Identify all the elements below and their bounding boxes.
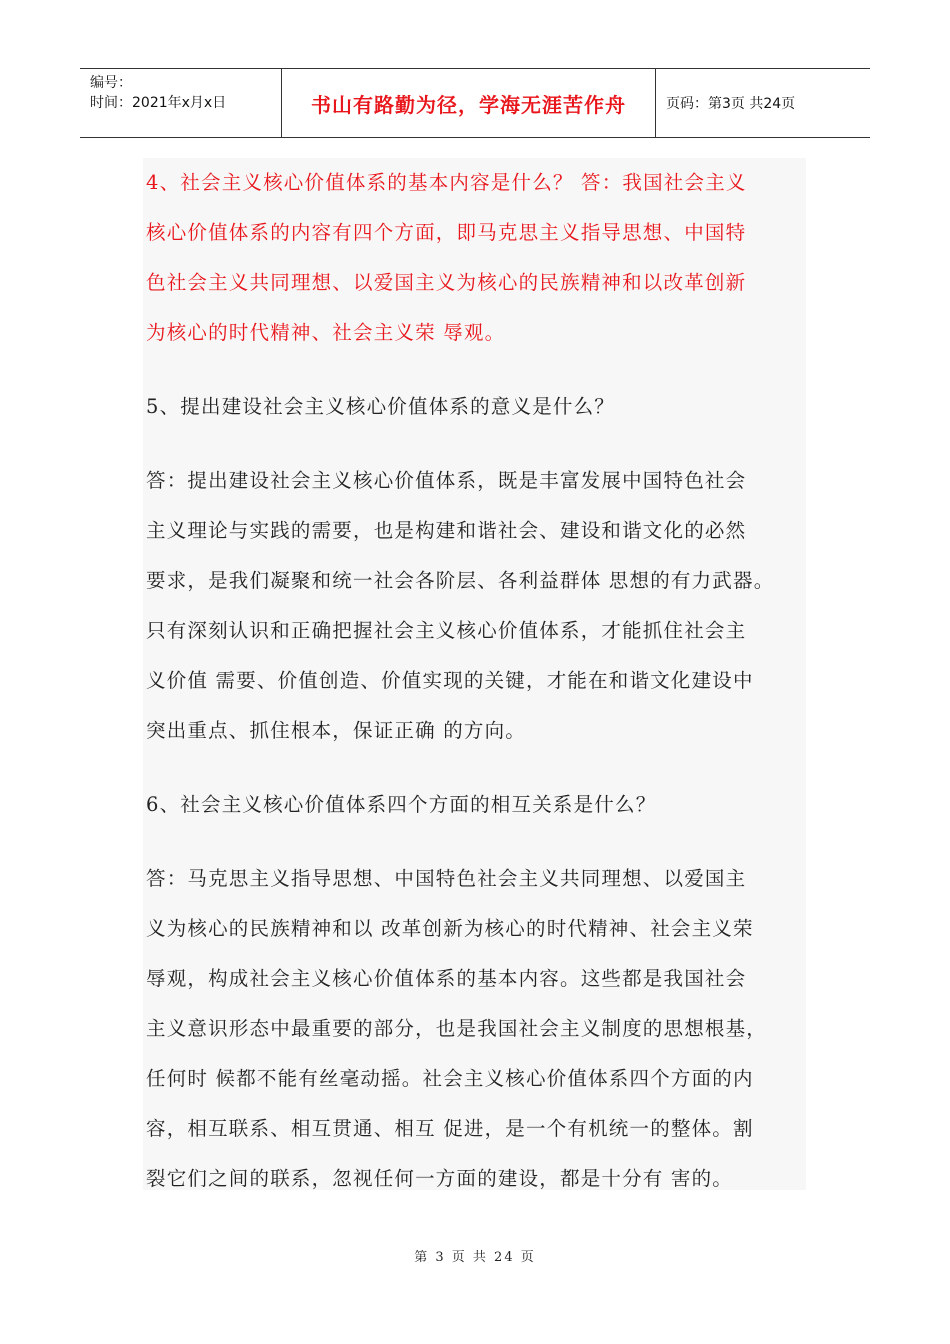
a6-line: 任何时 候都不能有丝毫动摇。社会主义核心价值体系四个方面的内 <box>146 1067 754 1090</box>
q5-question-text: 5、提出建设社会主义核心价值体系的意义是什么？ <box>146 395 616 418</box>
a6-line: 裂它们之间的联系，忽视任何一方面的建设，都是十分有 害的。 <box>146 1167 733 1190</box>
serial-label: 编号： <box>90 75 132 91</box>
question-6 <box>143 780 806 830</box>
question-5 <box>143 382 806 432</box>
q4-line: 为核心的时代精神、社会主义荣 辱观。 <box>146 321 506 344</box>
document-header <box>80 68 870 138</box>
a6-line: 主义意识形态中最重要的部分，也是我国社会主义制度的思想根基， <box>146 1017 768 1040</box>
a6-line: 辱观，构成社会主义核心价值体系的基本内容。这些都是我国社会 <box>146 967 747 990</box>
a5-line: 要求，是我们凝聚和统一社会各阶层、各利益群体 思想的有力武器。 <box>146 569 775 592</box>
header-meta <box>80 69 282 137</box>
a5-line: 主义理论与实践的需要，也是构建和谐社会、建设和谐文化的必然 <box>146 519 747 542</box>
answer-5-block <box>143 456 806 756</box>
page-footer: 第 3 页 共 24 页 <box>414 1250 536 1265</box>
q4-line: 4、社会主义核心价值体系的基本内容是什么？ 答：我国社会主义 <box>146 171 747 194</box>
a5-line: 突出重点、抓住根本，保证正确 的方向。 <box>146 719 526 742</box>
header-motto: 书山有路勤为径，学海无涯苦作舟 <box>282 69 656 137</box>
a5-line: 义价值 需要、价值创造、价值实现的关键，才能在和谐文化建设中 <box>146 669 754 692</box>
time-label: 时间：2021年x月x日 <box>90 95 227 111</box>
answer-6-block <box>143 854 806 1204</box>
q4-line: 核心价值体系的内容有四个方面，即马克思主义指导思想、中国特 <box>146 221 747 244</box>
a6-line: 容，相互联系、相互贯通、相互 促进，是一个有机统一的整体。割 <box>146 1117 754 1140</box>
header-page-code: 页码：第3页 共24页 <box>666 96 796 112</box>
q4-line: 色社会主义共同理想、以爱国主义为核心的民族精神和以改革创新 <box>146 271 747 294</box>
question-4-block <box>143 158 806 358</box>
a5-line: 只有深刻认识和正确把握社会主义核心价值体系，才能抓住社会主 <box>146 619 747 642</box>
a6-line: 答：马克思主义指导思想、中国特色社会主义共同理想、以爱国主 <box>146 867 747 890</box>
a5-line: 答：提出建设社会主义核心价值体系，既是丰富发展中国特色社会 <box>146 469 747 492</box>
q6-question-text: 6、社会主义核心价值体系四个方面的相互关系是什么？ <box>146 793 657 816</box>
a6-line: 义为核心的民族精神和以 改革创新为核心的时代精神、社会主义荣 <box>146 917 754 940</box>
document-body <box>143 158 806 1190</box>
